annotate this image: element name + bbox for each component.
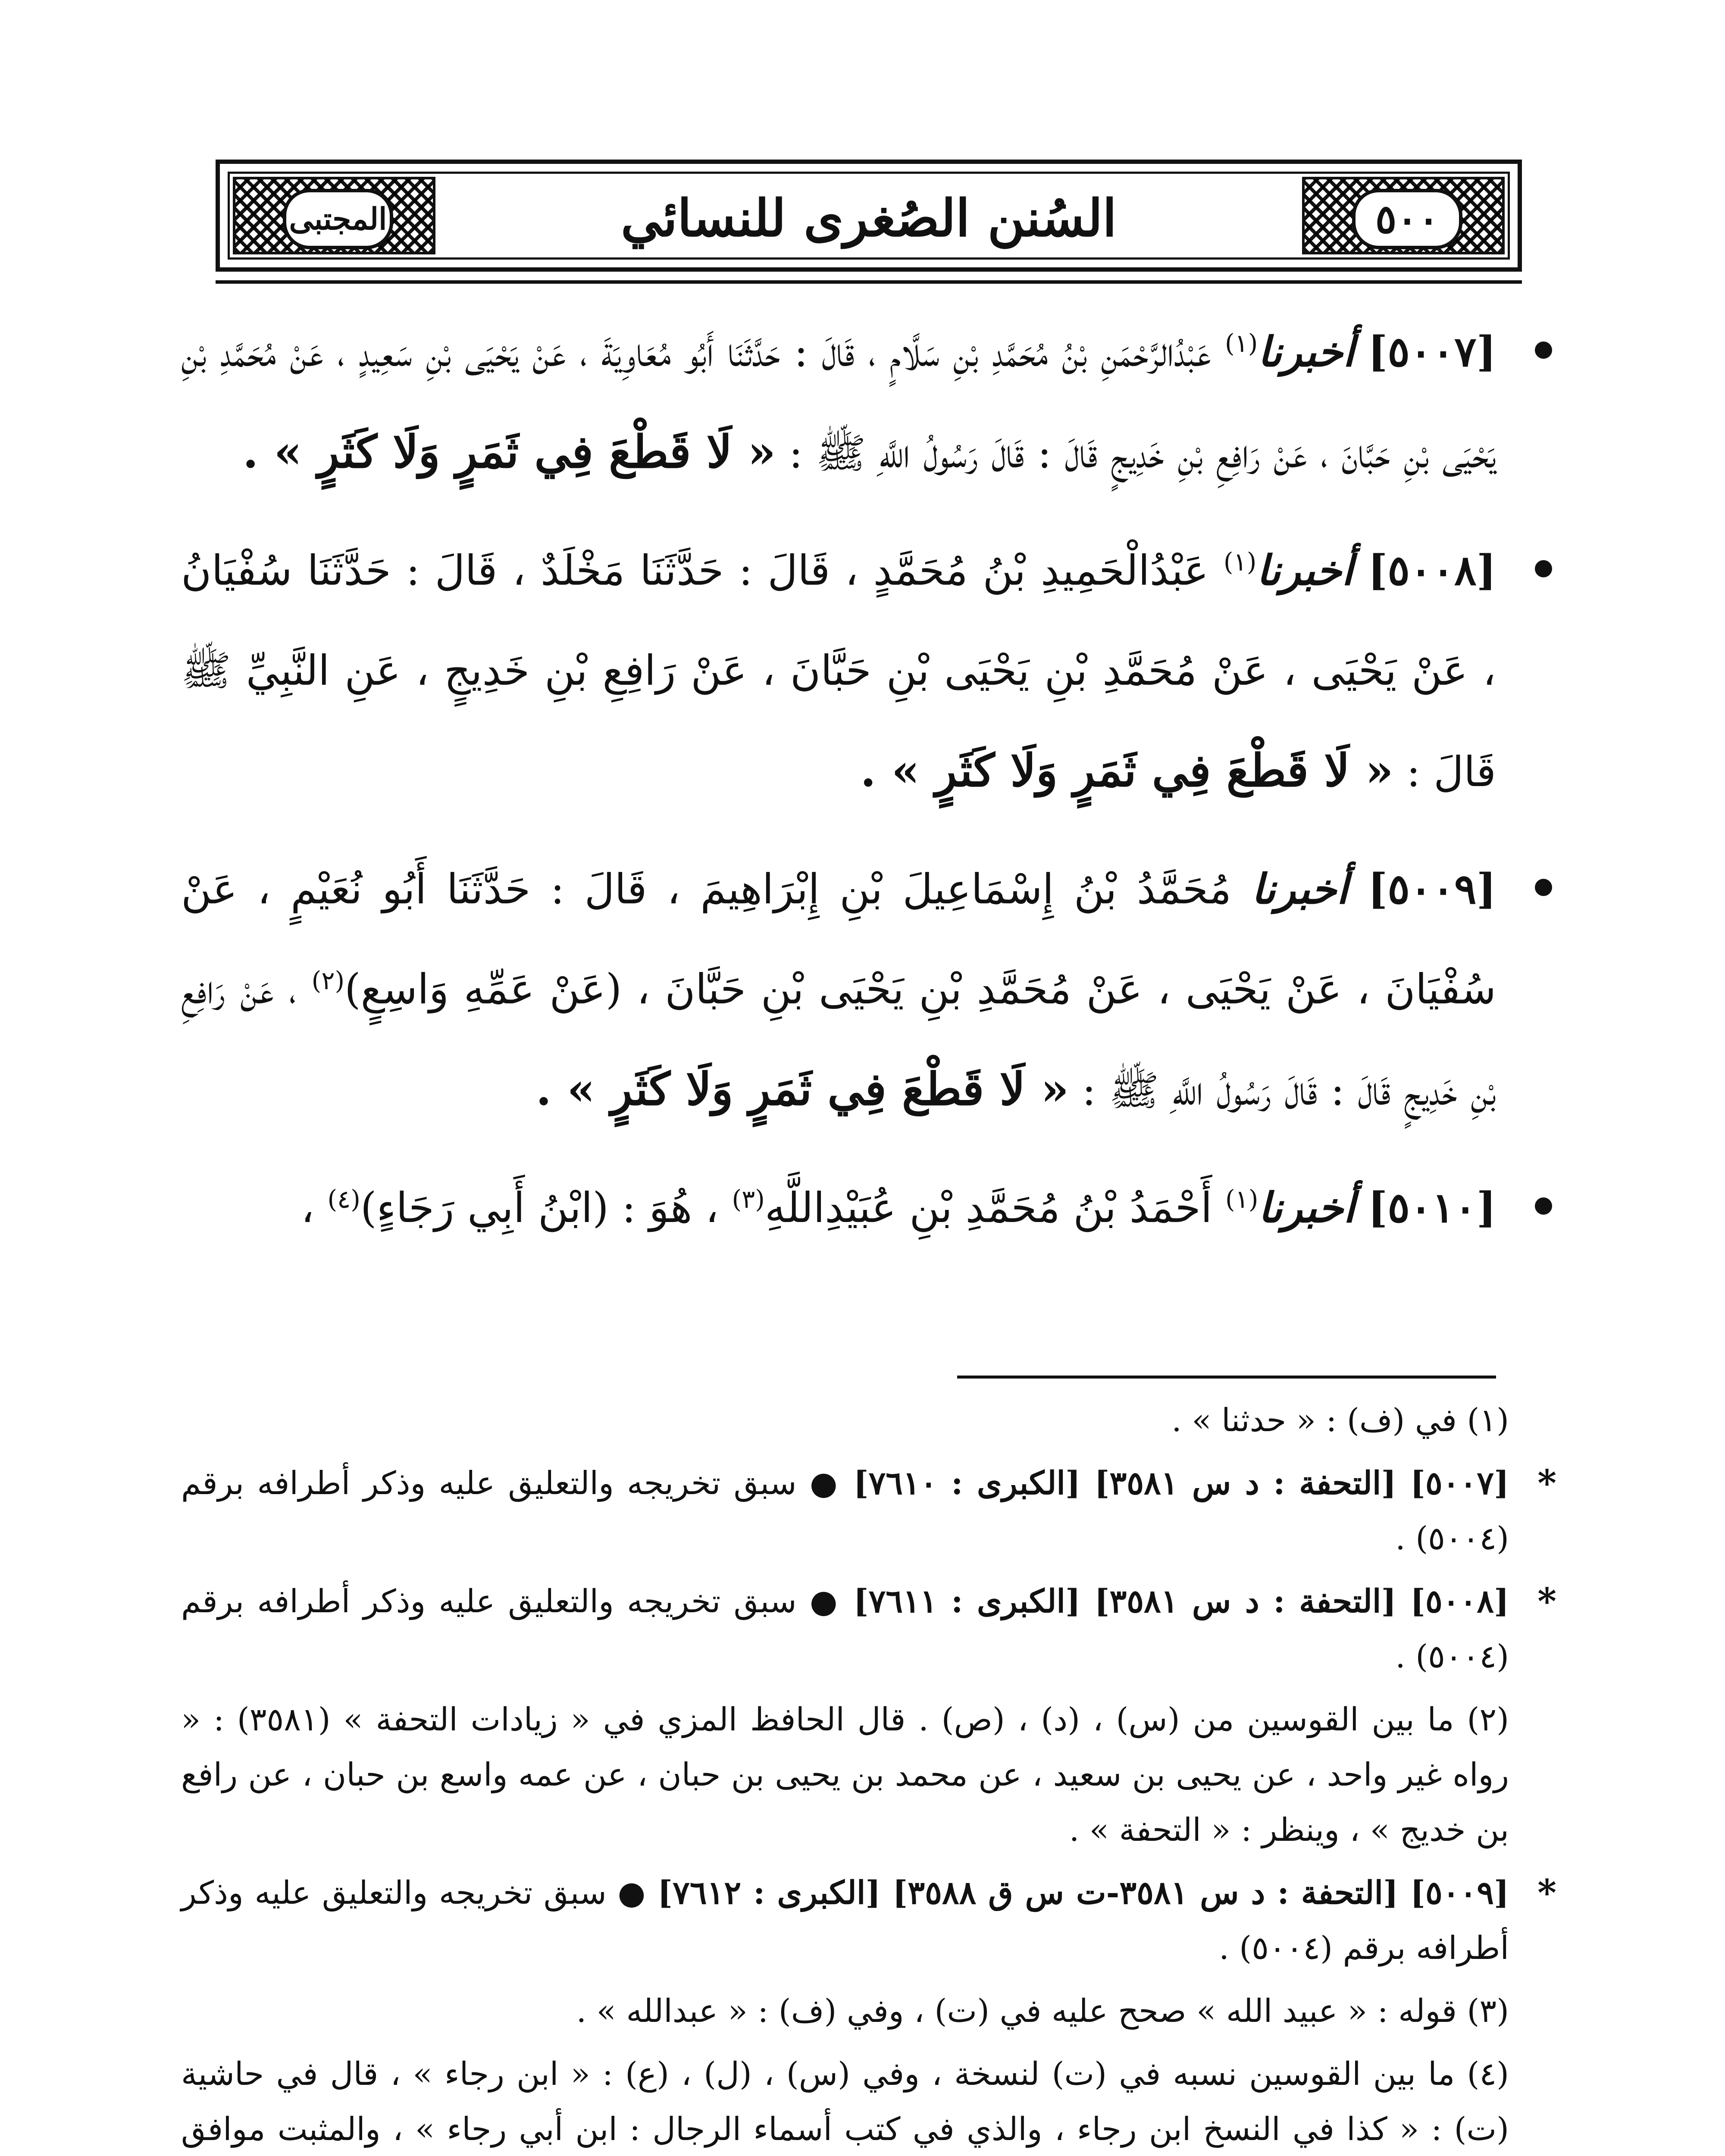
hadith-entry-5008: [181, 520, 1561, 822]
footnote-divider: [957, 1376, 1496, 1379]
hadith-entry-5009: [181, 839, 1561, 1141]
footnote-ref: (٢): [311, 966, 345, 995]
bullet-icon: [1535, 560, 1552, 577]
isnad-text: أَحْمَدُ بْنُ مُحَمَّدِ بْنِ عُبَيْدِاللَّهِ: [764, 1184, 1212, 1232]
isnad-text: عَبْدُالرَّحْمَنِ بْنُ مُحَمَّدِ بْنِ سَلَّامٍ ، قَالَ : حَدَّثَنَا أَبُو مُعَاوِيَةَ ، عَنْ يَحْيَى بْنِ سَعِيدٍ ، عَنْ مُحَمَّدِ بْنِ يَحْيَى بْنِ حَبَّانَ ، عَنْ رَافِعِ بْنِ خَدِيجٍ قَالَ : قَالَ رَسُولُ اللَّهِ ﷺ :: [181, 328, 1496, 477]
matn-text: « لَا قَطْعَ فِي ثَمَرٍ وَلَا كَثَرٍ » .: [243, 425, 776, 478]
takhrij-ref: [٥٠٠٧] [التحفة : د س ٣٥٨١] [الكبرى : ٧٦١٠]: [853, 1465, 1509, 1502]
bullet-icon: [1535, 342, 1552, 359]
hadith-entry-5010: [181, 1158, 1561, 1258]
footnote-3: [181, 1984, 1561, 2039]
book-badge: المجتبى: [283, 189, 393, 249]
footnote-ref: (٣): [732, 1185, 765, 1214]
footnote-ref: (١): [1223, 547, 1257, 577]
akhbarana-label: أخبرنا: [1258, 327, 1355, 376]
hadith-number: [٥٠٠٨]: [1368, 546, 1496, 595]
takhrij-text: ● سبق تخريجه والتعليق عليه وذكر أطرافه برقم (٥٠٠٤) .: [181, 1583, 1509, 1675]
hadith-entry-5007: [181, 302, 1561, 503]
akhbarana-label: أخبرنا: [1251, 865, 1348, 913]
takhrij-5007: [181, 1456, 1561, 1566]
isnad-text-continued: ، عَنْ رَافِعِ بْنِ خَدِيجٍ قَالَ : قَالَ رَسُولُ اللَّهِ ﷺ :: [181, 965, 1496, 1115]
footnote-4: [181, 2046, 1561, 2156]
footnote-text: (٢) ما بين القوسين من (س) ، (د) ، (ص) . قال الحافظ المزي في « زيادات التحفة » (٣٥٨١) : « رواه غير واحد ، عن يحيى بن سعيد ، عن محمد بن يحيى بن حبان ، عن عمه واسع بن حبان ، عن رافع بن خديج » ، وينظر : « التحفة » .: [181, 1701, 1509, 1849]
header-ornament-left: [233, 177, 435, 254]
takhrij-5008: [181, 1574, 1561, 1684]
page-number: ٥٠٠: [1352, 189, 1462, 249]
akhbarana-label: أخبرنا: [1258, 1183, 1355, 1232]
asterisk-icon: *: [1537, 1871, 1556, 1914]
matn-text: « لَا قَطْعَ فِي ثَمَرٍ وَلَا كَثَرٍ » .: [860, 744, 1393, 797]
hadith-number: [٥٠٠٩]: [1368, 865, 1496, 913]
footnote-text: (٤) ما بين القوسين نسبه في (ت) لنسخة ، وفي (س) ، (ل) ، (ع) : « ابن رجاء » ، قال في حاشية (ت) : « كذا في النسخ ابن رجاء ، والذي في كتب أسماء الرجال : ابن أبي رجاء » ، والمثبت موافق: [181, 2056, 1509, 2148]
hadith-list: [181, 302, 1561, 1275]
bullet-icon: [1535, 1197, 1552, 1215]
page-header: [216, 160, 1522, 272]
footnote-ref: (١): [1224, 329, 1258, 358]
takhrij-text: ● سبق تخريجه والتعليق عليه وذكر أطرافه برقم (٥٠٠٤) .: [181, 1465, 1509, 1557]
hadith-number: [٥٠٠٧]: [1368, 327, 1496, 376]
takhrij-text: ● سبق تخريجه والتعليق عليه وذكر أطرافه برقم (٥٠٠٤) .: [181, 1874, 1509, 1967]
asterisk-icon: *: [1537, 1462, 1556, 1504]
isnad-text: مُحَمَّدُ بْنُ إِسْمَاعِيلَ بْنِ إِبْرَاهِيمَ ، قَالَ : حَدَّثَنَا أَبُو نُعَيْمٍ ، عَنْ سُفْيَانَ ، عَنْ يَحْيَى ، عَنْ مُحَمَّدِ بْنِ يَحْيَى بْنِ حَبَّانَ ، (عَنْ عَمِّهِ وَاسِعٍ): [181, 865, 1496, 1013]
takhrij-5009: [181, 1865, 1561, 1976]
akhbarana-label: أخبرنا: [1256, 546, 1353, 595]
footnote-2: [181, 1692, 1561, 1858]
hadith-number: [٥٠١٠]: [1368, 1183, 1496, 1232]
header-divider: [216, 280, 1522, 284]
takhrij-ref: [٥٠٠٨] [التحفة : د س ٣٥٨١] [الكبرى : ٧٦١١]: [853, 1583, 1509, 1620]
footnote-text: (١) في (ف) : « حدثنا » .: [1171, 1402, 1509, 1439]
matn-text: « لَا قَطْعَ فِي ثَمَرٍ وَلَا كَثَرٍ » .: [535, 1062, 1069, 1116]
isnad-text: عَبْدُالْحَمِيدِ بْنُ مُحَمَّدٍ ، قَالَ : حَدَّثَنَا مَخْلَدٌ ، قَالَ : حَدَّثَنَا سُفْيَانُ ، عَنْ يَحْيَى ، عَنْ مُحَمَّدِ بْنِ يَحْيَى بْنِ حَبَّانَ ، عَنْ رَافِعِ بْنِ خَدِيجٍ ، عَنِ النَّبِيِّ ﷺ قَالَ :: [181, 546, 1496, 796]
footnote-text: (٣) قوله : « عبيد الله » صحح عليه في (ت) ، وفي (ف) : « عبدالله » .: [576, 1993, 1509, 2030]
header-ornament-right: [1302, 177, 1505, 254]
footnote-ref: (٤): [327, 1185, 360, 1214]
asterisk-icon: *: [1537, 1580, 1556, 1623]
footnote-ref: (١): [1225, 1185, 1259, 1214]
isnad-text-continued: ، هُوَ : (ابْنُ أَبِي رَجَاءٍ): [360, 1184, 719, 1232]
book-title: السُنن الصُغرى للنسائي: [620, 188, 1117, 248]
bullet-icon: [1535, 879, 1552, 896]
footnote-1: [181, 1393, 1561, 1448]
isnad-text-end: ،: [301, 1184, 314, 1232]
footnotes: [181, 1393, 1561, 2156]
takhrij-ref: [٥٠٠٩] [التحفة : د س ٣٥٨١-ت س ق ٣٥٨٨] [الكبرى : ٧٦١٢]: [657, 1874, 1509, 1912]
